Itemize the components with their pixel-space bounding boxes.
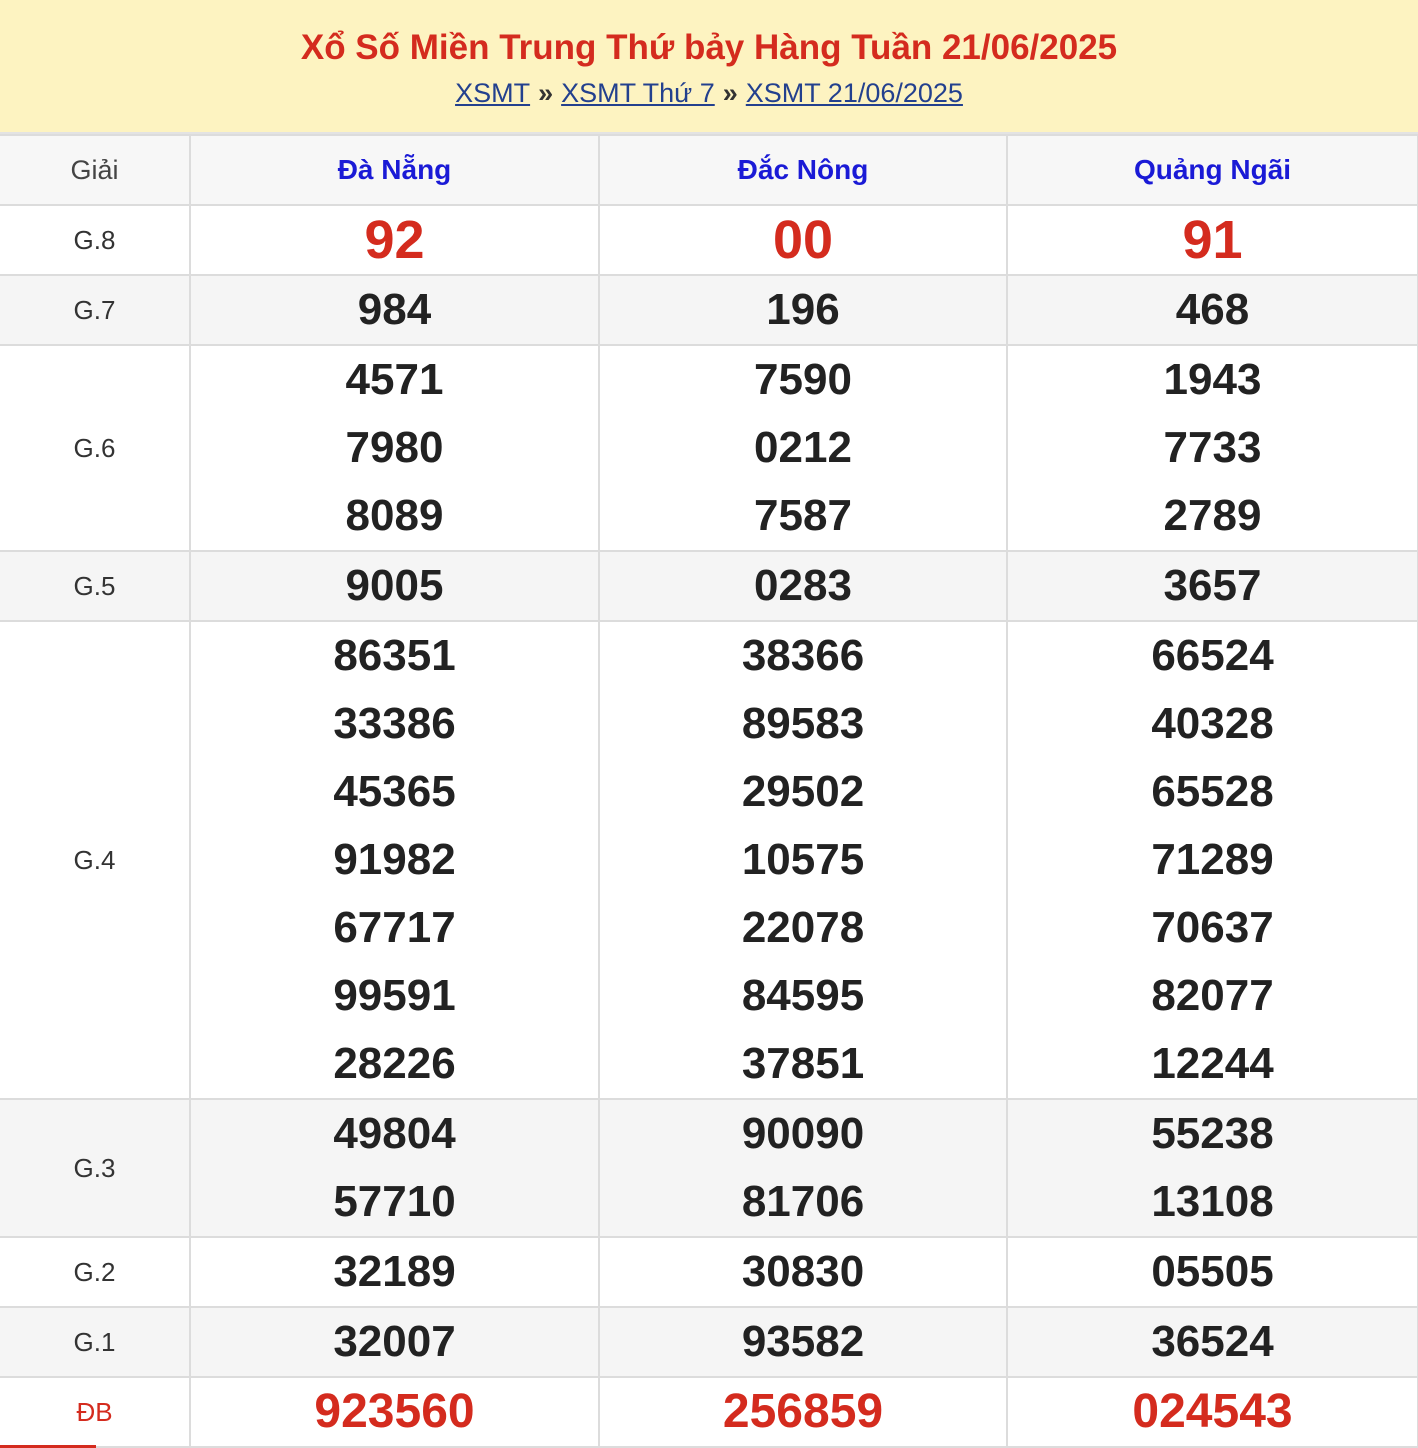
prize-cell xyxy=(599,205,1007,275)
prize-number: 82077 xyxy=(1151,971,1274,1020)
prize-number: 4571 xyxy=(345,355,444,404)
prize-cell xyxy=(599,345,1007,551)
prize-number: 45365 xyxy=(333,767,456,816)
prize-number: 84595 xyxy=(741,971,865,1020)
prize-number: 12244 xyxy=(1151,1039,1274,1088)
prize-number: 99591 xyxy=(333,971,456,1020)
prize-number: 28226 xyxy=(333,1039,456,1088)
prize-number: 89583 xyxy=(741,699,865,748)
prize-number: 92 xyxy=(364,210,425,270)
table-header-row xyxy=(0,135,1418,205)
prize-cell xyxy=(190,1377,599,1447)
prize-number: 32007 xyxy=(333,1317,456,1366)
prize-number: 9005 xyxy=(345,561,444,610)
prize-number: 8089 xyxy=(345,491,444,540)
prize-number: 32189 xyxy=(333,1247,456,1296)
prize-cell xyxy=(190,1099,599,1237)
prize-number: 91 xyxy=(1182,210,1243,270)
results-body xyxy=(0,205,1418,1447)
prize-number: 05505 xyxy=(1151,1247,1274,1296)
prize-label: ĐB xyxy=(0,1377,190,1447)
prize-cell xyxy=(190,205,599,275)
prize-cell xyxy=(1007,1307,1418,1377)
prize-number: 10575 xyxy=(741,835,865,884)
prize-row-g6 xyxy=(0,345,1418,551)
prize-cell xyxy=(190,551,599,621)
prize-cell xyxy=(190,1307,599,1377)
prize-row-g5 xyxy=(0,551,1418,621)
prize-cell xyxy=(190,345,599,551)
prize-label: G.7 xyxy=(0,275,190,345)
prize-cell xyxy=(599,551,1007,621)
prize-row-g7 xyxy=(0,275,1418,345)
prize-number: 81706 xyxy=(741,1177,865,1226)
prize-label: G.8 xyxy=(0,205,190,275)
prize-label: G.5 xyxy=(0,551,190,621)
breadcrumb-xsmt[interactable]: XSMT xyxy=(455,78,531,108)
prize-cell xyxy=(599,621,1007,1099)
prize-number: 67717 xyxy=(333,903,456,952)
breadcrumb xyxy=(0,78,1418,108)
prize-number: 256859 xyxy=(722,1385,884,1438)
prize-cell xyxy=(1007,1377,1418,1447)
prize-cell xyxy=(1007,621,1418,1099)
prize-number: 2789 xyxy=(1163,491,1262,540)
prize-number: 36524 xyxy=(1151,1317,1274,1366)
prize-number: 7587 xyxy=(754,491,852,540)
prize-number: 93582 xyxy=(741,1317,865,1366)
prize-number: 7733 xyxy=(1163,423,1262,472)
prize-number: 1943 xyxy=(1163,355,1262,404)
prize-number: 13108 xyxy=(1151,1177,1274,1226)
prize-number: 22078 xyxy=(741,903,865,952)
prize-number: 90090 xyxy=(741,1109,865,1158)
breadcrumb-separator: » xyxy=(538,78,554,108)
prize-number: 49804 xyxy=(333,1109,456,1158)
prize-cell xyxy=(599,1377,1007,1447)
prize-label: G.2 xyxy=(0,1237,190,1307)
prize-label: G.4 xyxy=(0,621,190,1099)
prize-number: 66524 xyxy=(1151,631,1274,680)
prize-label: G.1 xyxy=(0,1307,190,1377)
prize-cell xyxy=(599,1099,1007,1237)
prize-cell xyxy=(599,1307,1007,1377)
prize-number: 86351 xyxy=(333,631,456,680)
prize-number: 55238 xyxy=(1151,1109,1274,1158)
prize-cell xyxy=(190,275,599,345)
prize-row-g8 xyxy=(0,205,1418,275)
prize-cell xyxy=(599,275,1007,345)
province-header-quang-ngai[interactable]: Quảng Ngãi xyxy=(1007,135,1418,205)
prize-number: 7980 xyxy=(345,423,444,472)
prize-number: 00 xyxy=(772,210,834,270)
prize-row-g2 xyxy=(0,1237,1418,1307)
prize-number: 923560 xyxy=(314,1385,475,1438)
prize-number: 0212 xyxy=(754,423,852,472)
prize-row-g4 xyxy=(0,621,1418,1099)
prize-number: 024543 xyxy=(1132,1385,1293,1438)
prize-label: G.6 xyxy=(0,345,190,551)
prize-number: 40328 xyxy=(1151,699,1274,748)
prize-number: 33386 xyxy=(333,699,456,748)
prize-number: 57710 xyxy=(333,1177,456,1226)
prize-number: 468 xyxy=(1175,285,1250,334)
prize-cell xyxy=(190,621,599,1099)
prize-number: 196 xyxy=(766,285,840,334)
prize-row-g1 xyxy=(0,1307,1418,1377)
prize-number: 984 xyxy=(357,285,432,334)
results-header xyxy=(0,0,1418,134)
prize-cell xyxy=(1007,551,1418,621)
prize-number: 3657 xyxy=(1163,561,1262,610)
results-table xyxy=(0,134,1418,1448)
prize-cell xyxy=(1007,205,1418,275)
prize-row-g3 xyxy=(0,1099,1418,1237)
breadcrumb-xsmt-date[interactable]: XSMT 21/06/2025 xyxy=(745,78,963,108)
province-header-da-nang[interactable]: Đà Nẵng xyxy=(190,135,599,205)
prize-cell xyxy=(1007,275,1418,345)
prize-number: 65528 xyxy=(1151,767,1274,816)
prize-number: 7590 xyxy=(754,355,852,404)
prize-cell xyxy=(1007,1237,1418,1307)
breadcrumb-xsmt-thu-7[interactable]: XSMT Thứ 7 xyxy=(561,78,715,108)
prize-row-db xyxy=(0,1377,1418,1447)
prize-number: 29502 xyxy=(741,767,865,816)
prize-number: 70637 xyxy=(1151,903,1274,952)
prize-number: 91982 xyxy=(333,835,456,884)
prize-number: 30830 xyxy=(741,1247,865,1296)
prize-cell xyxy=(1007,345,1418,551)
page-title: Xổ Số Miền Trung Thứ bảy Hàng Tuần 21/06/2025 xyxy=(300,28,1118,67)
giai-column-header: Giải xyxy=(0,135,190,205)
breadcrumb-separator: » xyxy=(722,78,738,108)
prize-cell xyxy=(1007,1099,1418,1237)
prize-number: 37851 xyxy=(741,1039,865,1088)
prize-label: G.3 xyxy=(0,1099,190,1237)
prize-cell xyxy=(190,1237,599,1307)
province-header-dac-nong[interactable]: Đắc Nông xyxy=(599,135,1007,205)
prize-number: 0283 xyxy=(754,561,852,610)
prize-cell xyxy=(599,1237,1007,1307)
prize-number: 71289 xyxy=(1151,835,1274,884)
prize-number: 38366 xyxy=(741,631,865,680)
